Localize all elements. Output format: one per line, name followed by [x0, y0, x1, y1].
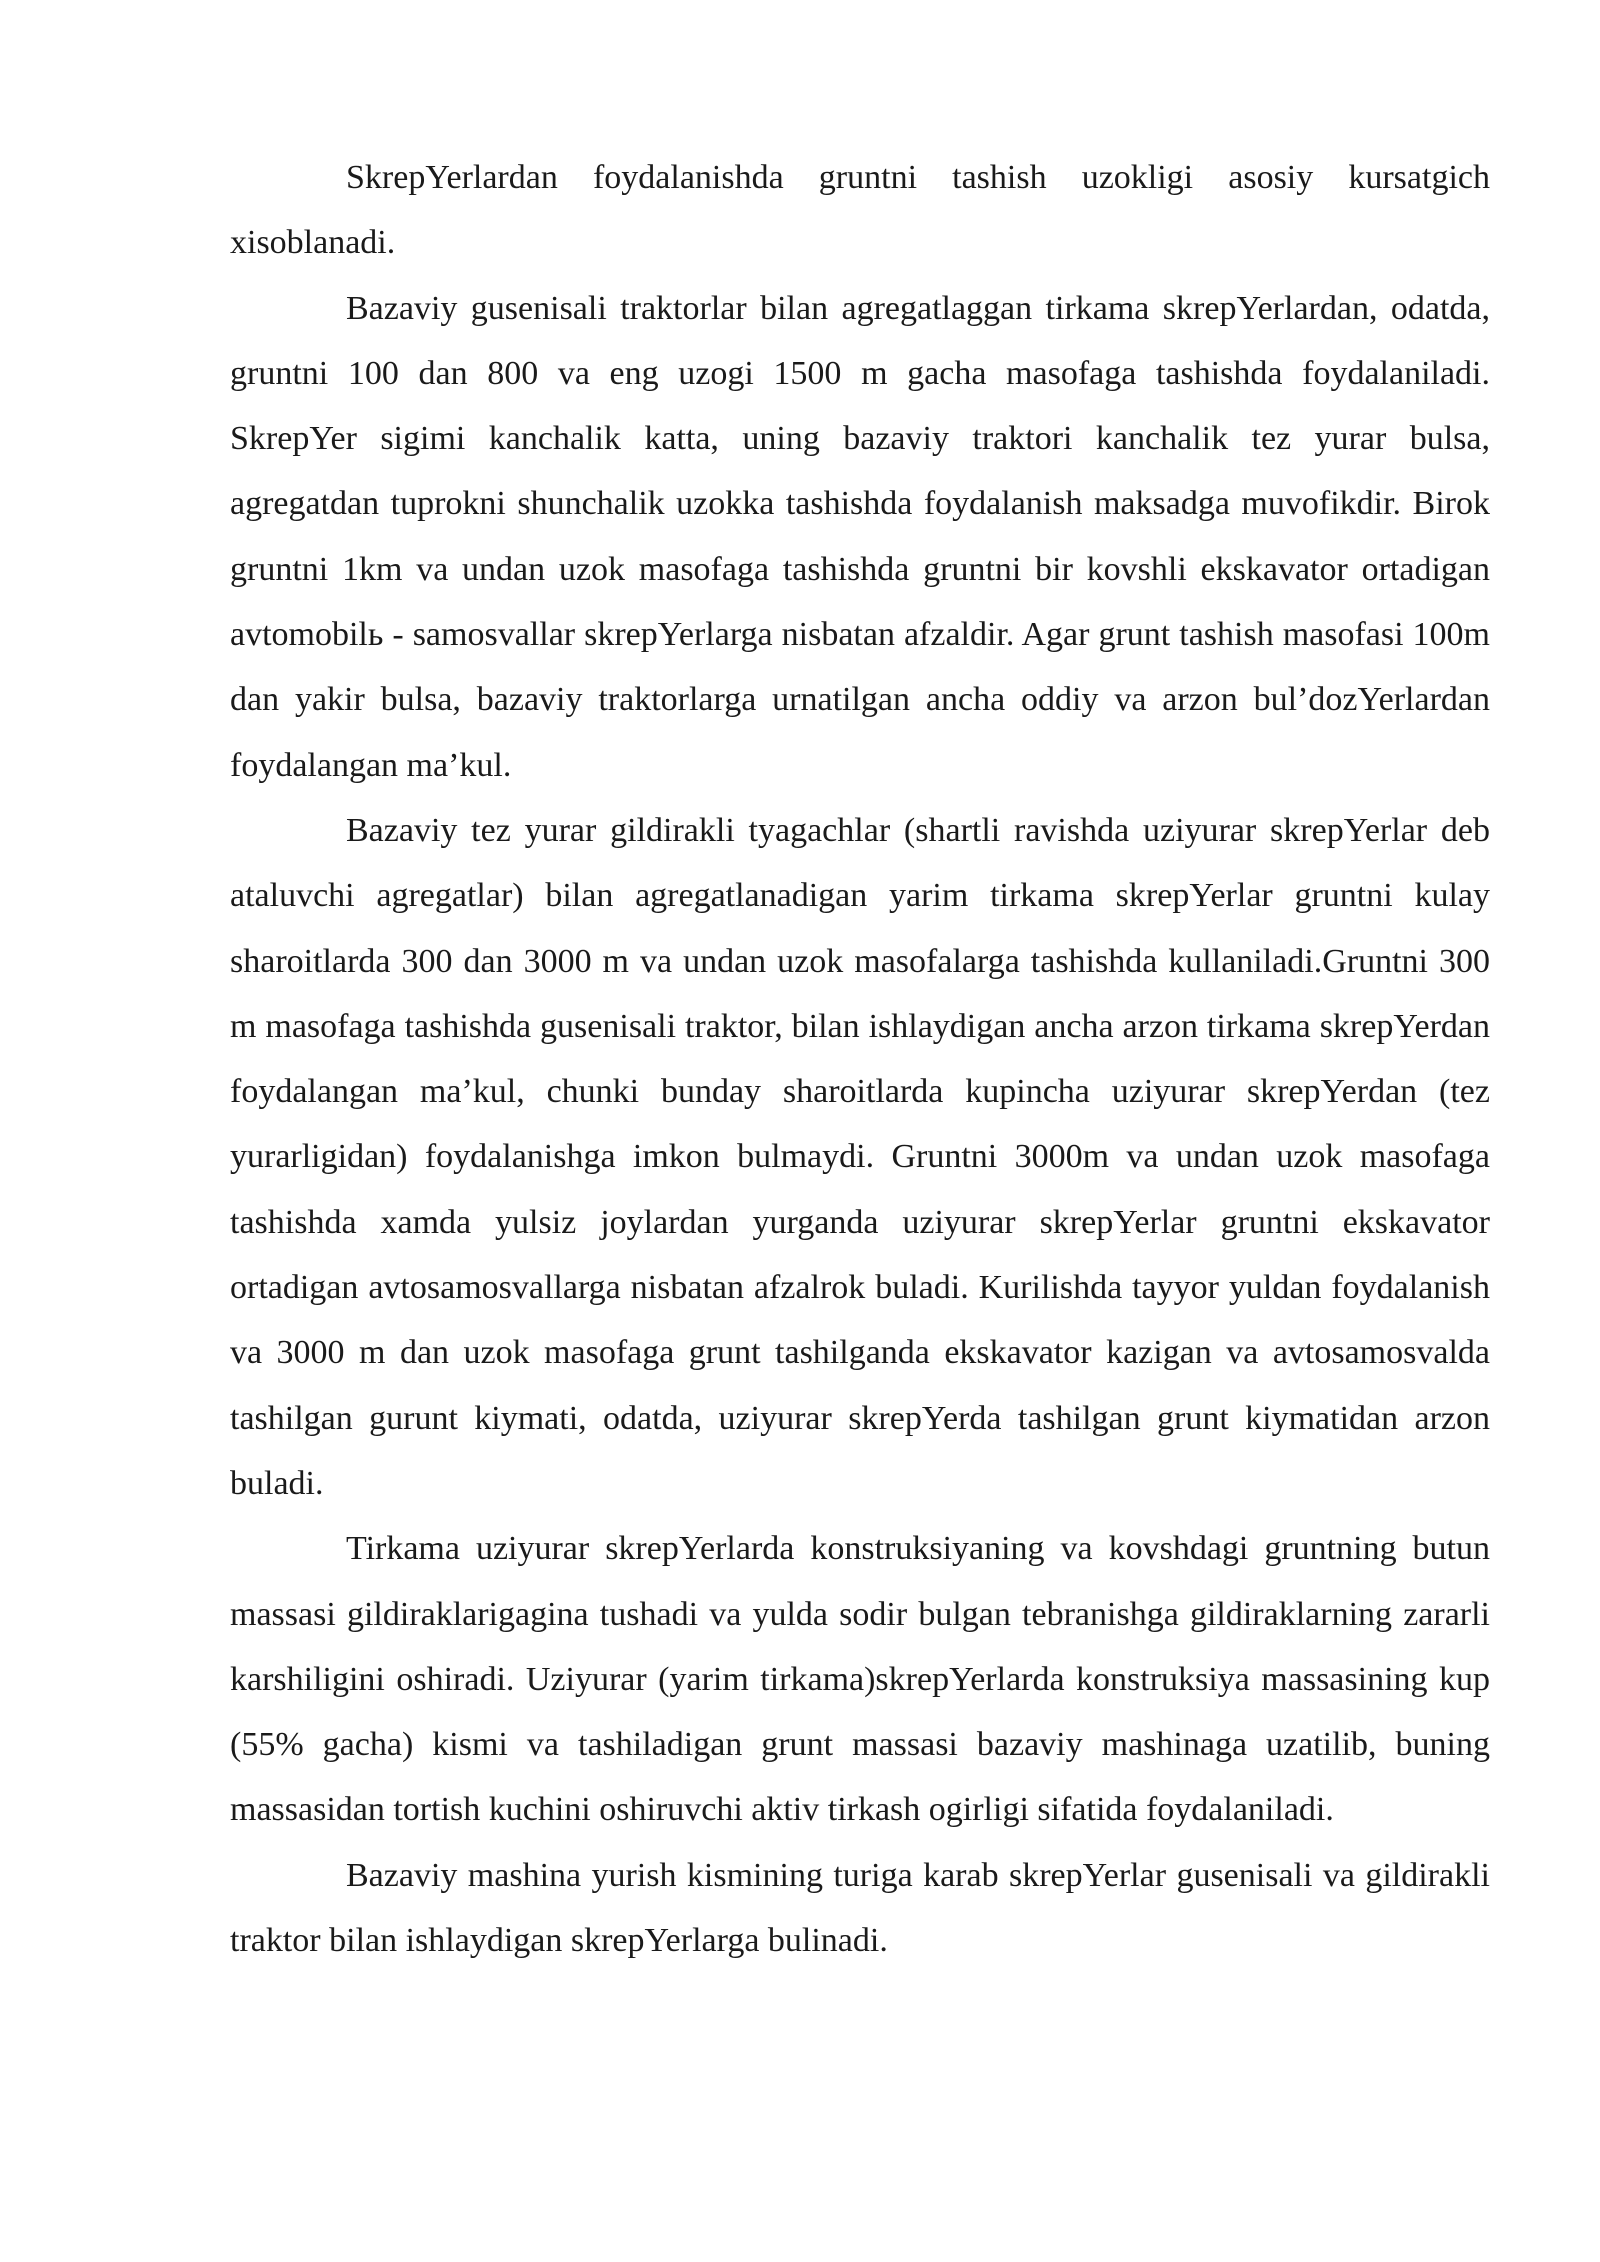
paragraph-1: SkrepYerlardan foydalanishda gruntni tashish uzokligi asosiy kursatgich xisoblanadi. [230, 159, 1490, 262]
document-body [230, 145, 1490, 1973]
paragraph-3: Bazaviy tez yurar gildirakli tyagachlar (shartli ravishda uziyurar skrepYerlar deb ataluvchi agregatlar) bilan agregatlanadigan yarim tirkama skrepYerlar gruntni kulay sharoitlarda 300 dan 3000 m va undan uzok masofalarga tashishda kullaniladi.Gruntni 300 m masofaga tashishda gusenisali traktor, bilan ishlaydigan ancha arzon tirkama skrepYerdan foydalangan ma’kul, chunki bunday sharoitlarda kupincha uziyurar skrepYerdan (tez yurarligidan) foydalanishga imkon bulmaydi. Gruntni 3000m va undan uzok masofaga tashishda xamda yulsiz joylardan yurganda uziyurar skrepYerlar gruntni ekskavator ortadigan avtosamosvallarga nisbatan afzalrok buladi. Kurilishda tayyor yuldan foydalanish va 3000 m dan uzok masofaga grunt tashilganda ekskavator kazigan va avtosamosvalda tashilgan gurunt kiymati, odatda, uziyurar skrepYerda tashilgan grunt kiymatidan arzon buladi. [230, 811, 1490, 1502]
paragraph-2: Bazaviy gusenisali traktorlar bilan agregatlaggan tirkama skrepYerlardan, odatda, gruntni 100 dan 800 va eng uzogi 1500 m gacha masofaga tashishda foydalaniladi. SkrepYer sigimi kanchalik katta, uning bazaviy traktori kanchalik tez yurar bulsa, agregatdan tuprokni shunchalik uzokka tashishda foydalanish maksadga muvofikdir. Birok gruntni 1km va undan uzok masofaga tashishda gruntni bir kovshli ekskavator ortadigan avtomobilь - samosvallar skrepYerlarga nisbatan afzaldir. Agar grunt tashish masofasi 100m dan yakir bulsa, bazaviy traktorlarga urnatilgan ancha oddiy va arzon bul’dozYerlardan foydalangan ma’kul. [230, 289, 1490, 784]
paragraph-5: Bazaviy mashina yurish kismining turiga karab skrepYerlar gusenisali va gildirakli traktor bilan ishlaydigan skrepYerlarga bulinadi. [230, 1856, 1490, 1960]
paragraph-4: Tirkama uziyurar skrepYerlarda konstruksiyaning va kovshdagi gruntning butun massasi gildiraklarigagina tushadi va yulda sodir bulgan tebranishga gildiraklarning zararli karshiligini oshiradi. Uziyurar (yarim tirkama)skrepYerlarda konstruksiya massasining kup (55% gacha) kismi va tashiladigan grunt massasi bazaviy mashinaga uzatilib, buning massasidan tortish kuchini oshiruvchi aktiv tirkash ogirligi sifatida foydalaniladi. [230, 1530, 1490, 1829]
